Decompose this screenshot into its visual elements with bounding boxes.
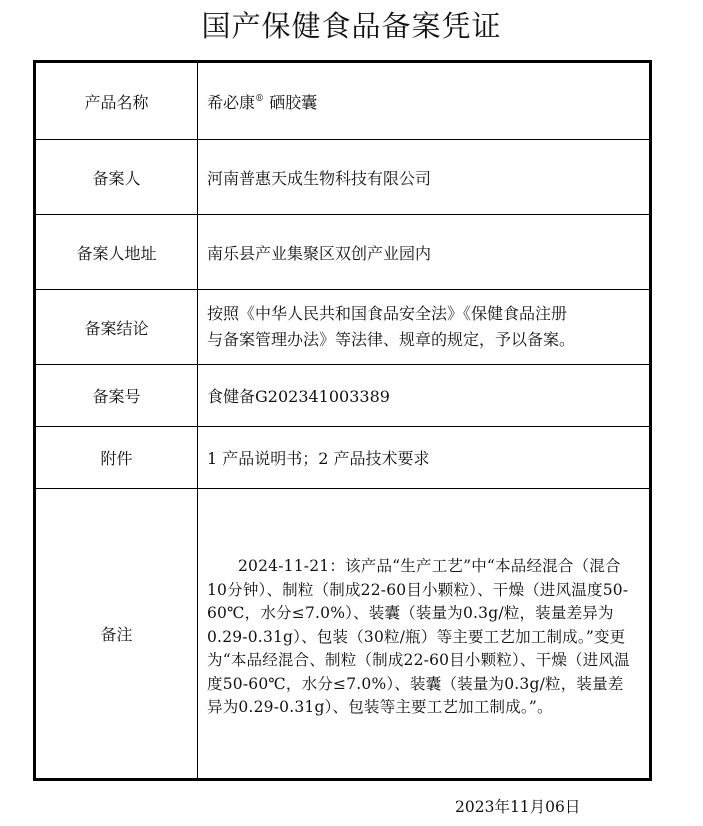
row-remarks	[36, 489, 649, 778]
conclusion-line-2: 与备案管理办法》等法律、规章的规定，予以备案。	[207, 330, 576, 349]
product-name-label: 产品名称	[36, 63, 198, 139]
remarks-value	[198, 489, 649, 778]
record-table	[33, 60, 652, 781]
conclusion-label: 备案结论	[36, 290, 198, 364]
document-title: 国产保健食品备案凭证	[201, 9, 502, 43]
record-number-value: 食健备G202341003389	[207, 387, 390, 406]
filer-label: 备案人	[36, 140, 198, 214]
registered-mark: ®	[255, 94, 265, 104]
record-number-label: 备案号	[36, 365, 198, 426]
row-filer-address	[36, 215, 649, 290]
product-brand: 希必康	[207, 92, 256, 112]
product-name: 硒胶囊	[269, 92, 318, 112]
issue-date: 2023年11月06日	[455, 798, 581, 816]
conclusion-line-1: 按照《中华人民共和国食品安全法》《保健食品注册	[207, 304, 568, 323]
row-filer	[36, 140, 649, 215]
conclusion-value	[198, 290, 649, 364]
row-attachments	[36, 427, 649, 489]
attachments-value: 1 产品说明书；2 产品技术要求	[207, 449, 430, 468]
filer-value: 河南普惠天成生物科技有限公司	[207, 168, 432, 188]
row-conclusion	[36, 290, 649, 365]
attachments-label: 附件	[36, 427, 198, 488]
remarks-text: 2024-11-21：该产品“生产工艺”中“本品经混合（混合10分钟）、制粒（制成22-60目小颗粒）、干燥（进风温度50-60℃，水分≤7.0%）、装囊（装量为0.3g/粒，装量差异为0.29-0.31g）、包装（30粒/瓶）等主要工艺加工制成。”变更为“本品经混合、制粒（制成22-60目小颗粒）、干燥（进风温度50-60℃，水分≤7.0%）、装囊（装量为0.3g/粒，装量差异为0.29-0.31g）、包装等主要工艺加工制成。”。	[207, 556, 630, 717]
product-name-value	[198, 63, 649, 139]
row-product-name	[36, 63, 649, 140]
row-record-number	[36, 365, 649, 427]
remarks-label: 备注	[36, 489, 198, 778]
filer-address-label: 备案人地址	[36, 215, 198, 289]
filer-address-value: 南乐县产业集聚区双创产业园内	[207, 243, 432, 263]
